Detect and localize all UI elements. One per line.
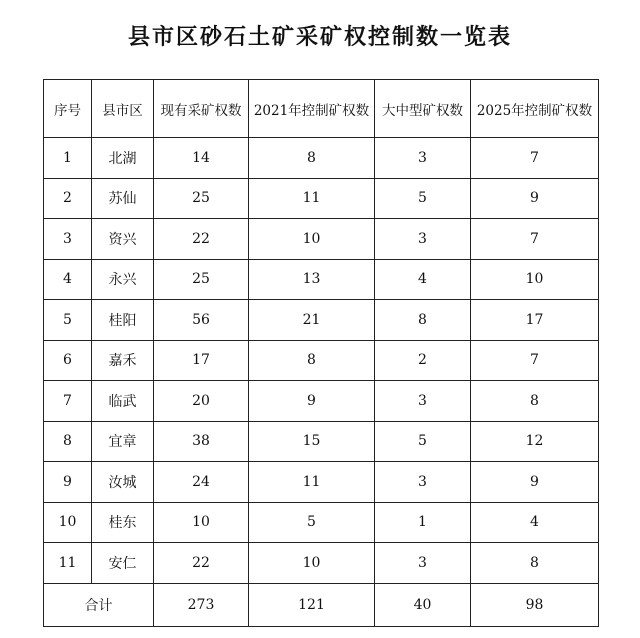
cell-county: 资兴	[92, 219, 154, 260]
cell-existing-rights: 25	[154, 178, 249, 219]
cell-large-medium: 4	[375, 259, 471, 300]
table-row	[44, 381, 599, 422]
cell-large-medium: 1	[375, 502, 471, 543]
header-existing-rights: 现有采矿权数	[154, 80, 249, 138]
total-2025-control: 98	[471, 583, 599, 626]
cell-large-medium: 5	[375, 421, 471, 462]
cell-large-medium: 3	[375, 381, 471, 422]
cell-serial: 1	[44, 138, 92, 179]
cell-existing-rights: 17	[154, 340, 249, 381]
cell-2025-control: 4	[471, 502, 599, 543]
cell-serial: 4	[44, 259, 92, 300]
table-row	[44, 178, 599, 219]
cell-existing-rights: 10	[154, 502, 249, 543]
cell-large-medium: 3	[375, 462, 471, 503]
cell-large-medium: 2	[375, 340, 471, 381]
cell-2025-control: 8	[471, 381, 599, 422]
cell-2021-control: 8	[249, 138, 375, 179]
table-row	[44, 300, 599, 341]
cell-2021-control: 10	[249, 543, 375, 584]
cell-existing-rights: 38	[154, 421, 249, 462]
cell-2025-control: 17	[471, 300, 599, 341]
total-large-medium: 40	[375, 583, 471, 626]
table-row	[44, 502, 599, 543]
cell-2021-control: 15	[249, 421, 375, 462]
cell-serial: 7	[44, 381, 92, 422]
cell-existing-rights: 22	[154, 219, 249, 260]
table-row	[44, 340, 599, 381]
cell-county: 桂东	[92, 502, 154, 543]
cell-2025-control: 9	[471, 462, 599, 503]
total-existing-rights: 273	[154, 583, 249, 626]
table-row	[44, 462, 599, 503]
table-row	[44, 259, 599, 300]
header-large-medium: 大中型矿权数	[375, 80, 471, 138]
mining-rights-table	[43, 79, 599, 627]
total-label: 合计	[44, 583, 154, 626]
cell-2025-control: 9	[471, 178, 599, 219]
cell-2025-control: 7	[471, 219, 599, 260]
cell-county: 桂阳	[92, 300, 154, 341]
cell-2021-control: 21	[249, 300, 375, 341]
cell-large-medium: 3	[375, 543, 471, 584]
cell-2025-control: 12	[471, 421, 599, 462]
cell-large-medium: 5	[375, 178, 471, 219]
cell-2025-control: 8	[471, 543, 599, 584]
cell-serial: 2	[44, 178, 92, 219]
cell-2025-control: 7	[471, 138, 599, 179]
cell-existing-rights: 24	[154, 462, 249, 503]
cell-existing-rights: 25	[154, 259, 249, 300]
cell-serial: 3	[44, 219, 92, 260]
cell-county: 苏仙	[92, 178, 154, 219]
cell-serial: 9	[44, 462, 92, 503]
cell-2021-control: 9	[249, 381, 375, 422]
cell-county: 永兴	[92, 259, 154, 300]
header-county: 县市区	[92, 80, 154, 138]
cell-large-medium: 8	[375, 300, 471, 341]
header-serial: 序号	[44, 80, 92, 138]
cell-2021-control: 11	[249, 462, 375, 503]
cell-serial: 5	[44, 300, 92, 341]
cell-county: 北湖	[92, 138, 154, 179]
cell-existing-rights: 14	[154, 138, 249, 179]
cell-large-medium: 3	[375, 219, 471, 260]
cell-existing-rights: 20	[154, 381, 249, 422]
cell-county: 汝城	[92, 462, 154, 503]
cell-county: 宜章	[92, 421, 154, 462]
table-row	[44, 138, 599, 179]
cell-2021-control: 11	[249, 178, 375, 219]
page-title: 县市区砂石土矿采矿权控制数一览表	[127, 25, 512, 50]
cell-large-medium: 3	[375, 138, 471, 179]
cell-existing-rights: 22	[154, 543, 249, 584]
header-2025-control: 2025年控制矿权数	[471, 80, 599, 138]
cell-serial: 6	[44, 340, 92, 381]
table-row	[44, 543, 599, 584]
cell-2021-control: 13	[249, 259, 375, 300]
cell-existing-rights: 56	[154, 300, 249, 341]
cell-2021-control: 8	[249, 340, 375, 381]
total-row	[44, 583, 599, 626]
cell-2021-control: 5	[249, 502, 375, 543]
cell-serial: 8	[44, 421, 92, 462]
header-2021-control: 2021年控制矿权数	[249, 80, 375, 138]
cell-county: 安仁	[92, 543, 154, 584]
cell-2021-control: 10	[249, 219, 375, 260]
cell-county: 临武	[92, 381, 154, 422]
cell-serial: 11	[44, 543, 92, 584]
table-row	[44, 421, 599, 462]
table-body	[44, 138, 599, 584]
table-row	[44, 219, 599, 260]
cell-serial: 10	[44, 502, 92, 543]
cell-2025-control: 7	[471, 340, 599, 381]
total-2021-control: 121	[249, 583, 375, 626]
cell-2025-control: 10	[471, 259, 599, 300]
header-row	[44, 80, 599, 138]
cell-county: 嘉禾	[92, 340, 154, 381]
